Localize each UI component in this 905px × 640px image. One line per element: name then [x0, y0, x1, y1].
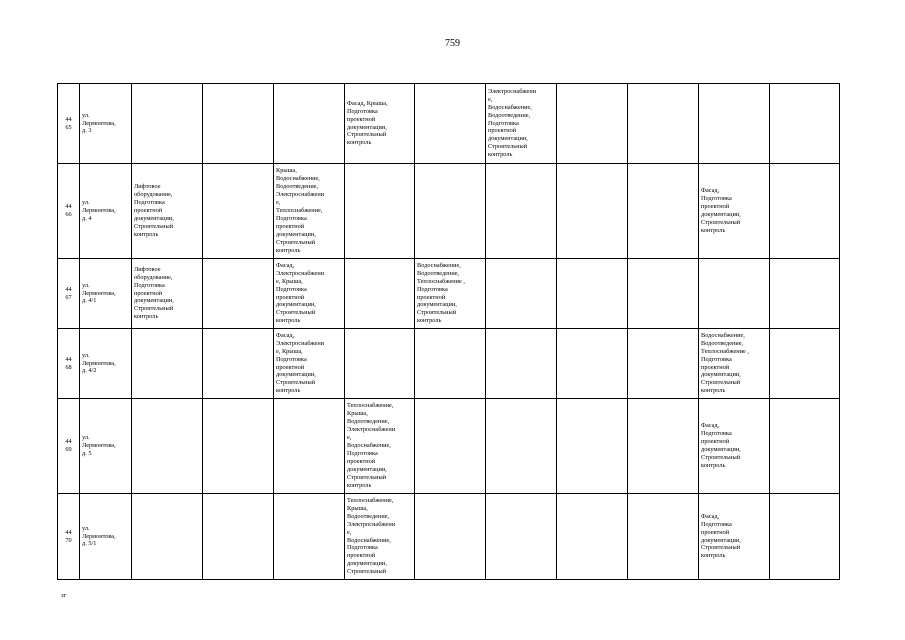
- address-cell: [80, 84, 132, 164]
- work-cell: [699, 494, 770, 580]
- cell-text: ул. Лермонтова, д. 4: [82, 199, 116, 222]
- work-cell: [486, 329, 557, 399]
- cell-text: 44 68: [65, 355, 72, 371]
- work-cell: [770, 399, 840, 494]
- cell-text: 44 66: [65, 203, 72, 218]
- cell-text: Водоснабжение, Водоотведение, Теплоснабжение , Подготовка проектной документации, Строительный контроль: [417, 261, 465, 325]
- cell-text: Фасад, Подготовка проектной документации, Строительный контроль: [701, 512, 741, 560]
- work-cell: [628, 259, 699, 329]
- table-row: [58, 259, 840, 329]
- cell-text: ул. Лермонтова, д. 3: [82, 111, 116, 135]
- work-cell: [203, 329, 274, 399]
- work-cell: [132, 164, 203, 259]
- row-number-cell: [58, 84, 80, 164]
- work-cell: [415, 84, 486, 164]
- table-row: [58, 164, 840, 259]
- work-cell: [628, 399, 699, 494]
- work-cell: [203, 399, 274, 494]
- cell-text: Электроснабжени е, Водоснабжение, Водоотведение, Подготовка проектной документации, Строительный контроль: [488, 87, 537, 159]
- row-number-cell: [58, 494, 80, 580]
- table-body: [58, 84, 840, 580]
- work-cell: [415, 329, 486, 399]
- cell-text: Фасад, Подготовка проектной документации, Строительный контроль: [701, 422, 741, 469]
- work-cell: [770, 329, 840, 399]
- work-cell: [770, 84, 840, 164]
- work-cell: [770, 164, 840, 259]
- work-cell: [699, 259, 770, 329]
- work-cell: [557, 164, 628, 259]
- cell-text: ул. Лермонтова, д. 5/1: [82, 524, 116, 548]
- work-cell: [274, 84, 345, 164]
- work-cell: [557, 259, 628, 329]
- work-cell: [557, 399, 628, 494]
- cell-text: Фасад, Электроснабжени е, Крыша, Подготовка проектной документации, Строительный контроль: [276, 331, 325, 395]
- work-cell: [203, 164, 274, 259]
- work-cell: [132, 494, 203, 580]
- work-cell: [345, 399, 415, 494]
- cell-text: Теплоснабжение, Крыша, Водоотведение, Электроснабжени е, Водоснабжение, Подготовка проектной документации, Строительный контроль: [347, 402, 396, 489]
- cell-text: ул. Лермонтова, д. 5: [82, 434, 116, 457]
- work-cell: [770, 494, 840, 580]
- address-cell: [80, 259, 132, 329]
- work-cell: [415, 494, 486, 580]
- work-cell: [345, 329, 415, 399]
- cell-text: 44 69: [65, 438, 72, 453]
- cell-text: Крыша, Водоснабжение, Водоотведение, Электроснабжени е, Теплоснабжение, Подготовка проектной документации, Строительный контроль: [276, 167, 325, 254]
- work-cell: [274, 494, 345, 580]
- page-number: 759: [445, 38, 460, 49]
- work-cell: [770, 259, 840, 329]
- work-cell: [486, 494, 557, 580]
- work-cell: [132, 329, 203, 399]
- address-cell: [80, 164, 132, 259]
- work-cell: [132, 259, 203, 329]
- work-cell: [699, 329, 770, 399]
- work-cell: [203, 494, 274, 580]
- table-row: [58, 329, 840, 399]
- work-cell: [486, 399, 557, 494]
- address-cell: [80, 399, 132, 494]
- table-row: [58, 84, 840, 164]
- work-cell: [628, 494, 699, 580]
- work-cell: [486, 164, 557, 259]
- work-cell: [345, 259, 415, 329]
- cell-text: Фасад, Подготовка проектной документации, Строительный контроль: [701, 187, 741, 234]
- work-cell: [628, 329, 699, 399]
- work-cell: [132, 399, 203, 494]
- address-cell: [80, 494, 132, 580]
- work-cell: [274, 399, 345, 494]
- row-number-cell: [58, 164, 80, 259]
- cell-text: 44 67: [65, 285, 72, 301]
- footer-mark: зг: [61, 592, 67, 599]
- work-cell: [415, 164, 486, 259]
- cell-text: Фасад, Электроснабжени е, Крыша, Подготовка проектной документации, Строительный контроль: [276, 261, 325, 325]
- work-cell: [557, 84, 628, 164]
- work-cell: [486, 259, 557, 329]
- work-cell: [203, 259, 274, 329]
- cell-text: Лифтовое оборудование, Подготовка проектной документации, Строительный контроль: [134, 265, 174, 321]
- cell-text: Лифтовое оборудование, Подготовка проектной документации, Строительный контроль: [134, 183, 174, 238]
- cell-text: Теплоснабжение, Крыша, Водоотведение, Электроснабжени е, Водоснабжение, Подготовка проектной документации, Строительный: [347, 496, 396, 576]
- work-cell: [699, 399, 770, 494]
- row-number-cell: [58, 329, 80, 399]
- work-cell: [415, 399, 486, 494]
- cell-text: ул. Лермонтова, д. 4/2: [82, 351, 116, 375]
- work-cell: [345, 164, 415, 259]
- work-cell: [557, 329, 628, 399]
- cell-text: Водоснабжение, Водоотведение, Теплоснабжение , Подготовка проектной документации, Строительный контроль: [701, 331, 749, 395]
- work-cell: [415, 259, 486, 329]
- work-cell: [274, 329, 345, 399]
- work-cell: [628, 164, 699, 259]
- table-row: [58, 399, 840, 494]
- cell-text: 44 70: [65, 528, 72, 544]
- work-cell: [203, 84, 274, 164]
- work-cell: [699, 84, 770, 164]
- work-cell: [345, 494, 415, 580]
- address-cell: [80, 329, 132, 399]
- work-cell: [557, 494, 628, 580]
- work-cell: [628, 84, 699, 164]
- work-cell: [274, 259, 345, 329]
- cell-text: Фасад, Крыша, Подготовка проектной документации, Строительный контроль: [347, 99, 388, 147]
- work-cell: [274, 164, 345, 259]
- cell-text: ул. Лермонтова, д. 4/1: [82, 281, 116, 305]
- row-number-cell: [58, 259, 80, 329]
- work-cell: [486, 84, 557, 164]
- work-cell: [345, 84, 415, 164]
- cell-text: 44 65: [65, 115, 72, 131]
- row-number-cell: [58, 399, 80, 494]
- repair-schedule-table: [57, 83, 840, 580]
- work-cell: [699, 164, 770, 259]
- work-cell: [132, 84, 203, 164]
- table-row: [58, 494, 840, 580]
